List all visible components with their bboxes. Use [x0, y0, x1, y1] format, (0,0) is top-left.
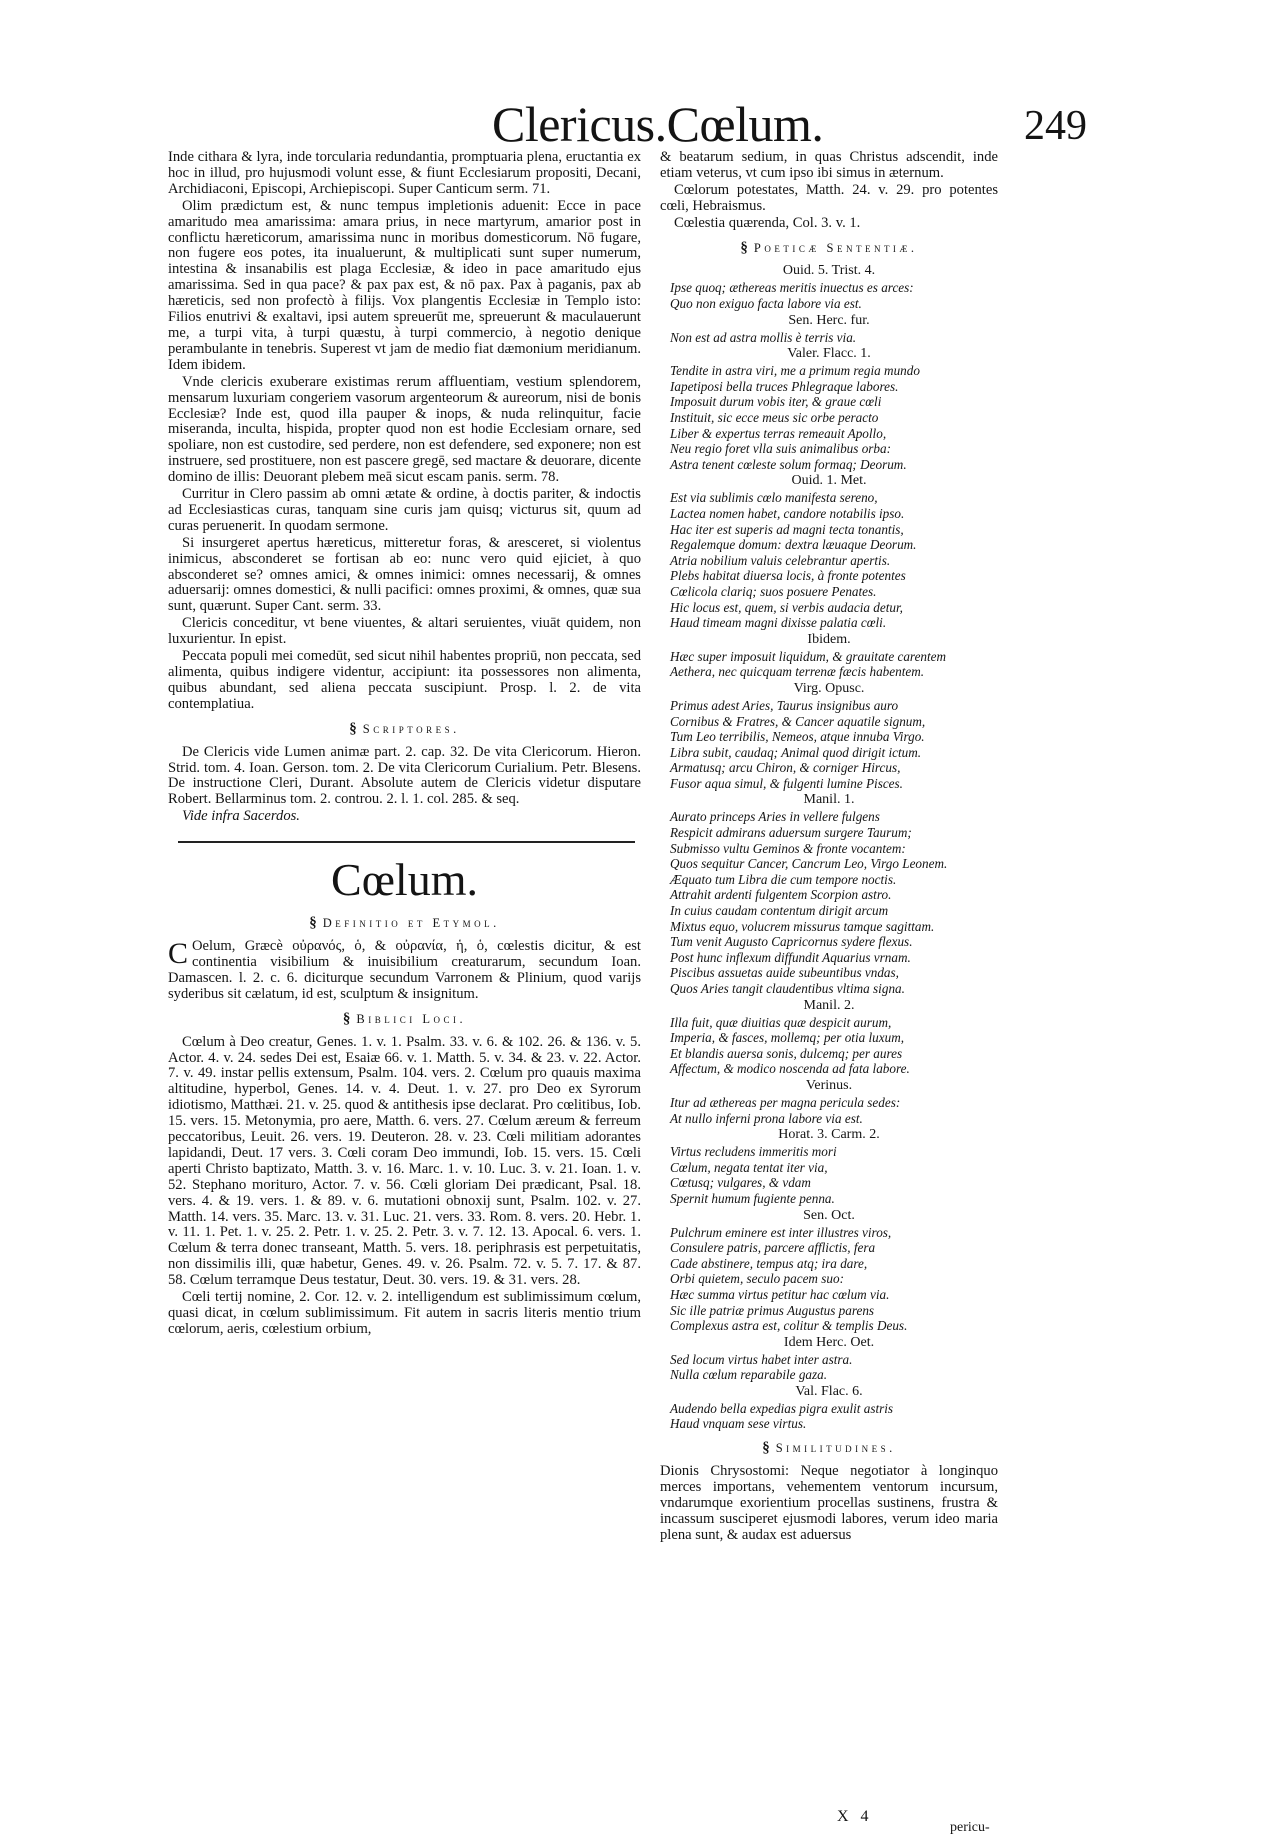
verse-line: Audendo bella expedias pigra exulit astris	[670, 1400, 894, 1416]
verse-source: Idem Herc. Oet.	[783, 1334, 875, 1350]
verse-source: Verinus.	[805, 1077, 853, 1093]
verse-line: Complexus astra est, colitur & templis Deus.	[670, 1318, 908, 1334]
verse-line: Mixtus equo, volucrem missurus tamque sagittam.	[670, 918, 935, 934]
similitudines-paragraph: Dionis Chrysostomi: Neque negotiator à longinquo merces importans, vehementem ventorum incursum, vndarumque exorientium procellas sustinens, frustra & incassum susciperet ejusmodi labores, verum ideo maria plena sunt, & audax est aduersus	[660, 1462, 998, 1543]
verse-line: Æquato tum Libra die cum tempore noctis.	[670, 871, 897, 887]
verse-line: Orbi quietem, seculo pacem suo:	[670, 1271, 844, 1287]
verse-line: Sed locum virtus habet inter astra.	[670, 1351, 853, 1367]
body-paragraph: Cœlestia quærenda, Col. 3. v. 1.	[674, 214, 861, 231]
verse-line: Cornibus & Fratres, & Cancer aquatile signum,	[670, 713, 926, 729]
verse-line: At nullo inferni prona labore via est.	[670, 1110, 863, 1126]
verse-source: Sen. Herc. fur.	[788, 312, 870, 328]
verse-line: Non est ad astra mollis è terris via.	[670, 329, 857, 345]
verse-line: Tendite in astra viri, me a primum regia mundo	[670, 363, 920, 379]
verse-line: Plebs habitat diuersa locis, à fronte potentes	[670, 568, 906, 584]
entry-title: Cœlum.	[331, 854, 478, 906]
verse-source: Ibidem.	[807, 631, 851, 647]
left-column	[168, 150, 641, 1803]
verse-line: Imposuit durum vobis iter, & graue cœli	[670, 394, 882, 410]
verse-line: Piscibus assuetas auide subeuntibus vndas,	[670, 965, 899, 981]
running-title: Clericus.Cœlum.	[492, 96, 824, 152]
verse-line: Cade abstinere, tempus atq; ira dare,	[670, 1255, 868, 1271]
section-heading-definitio: § Definitio et Etymol.	[309, 915, 500, 932]
verse-source: Manil. 2.	[803, 997, 855, 1013]
verse-line: Tum venit Augusto Capricornus sydere flexus.	[670, 934, 913, 950]
body-paragraph: Curritur in Clero passim ab omni ætate & ordine, à doctis pariter, & indoctis ad Ecclesiasticas curas, tanquam sine curis jam quisq; victurus sit, quum ad curas peruenerit. In quodam sermone.	[168, 486, 641, 534]
verse-line: Nulla cœlum reparabile gaza.	[670, 1367, 828, 1383]
body-paragraph: Clericis conceditur, vt bene viuentes, & altari seruientes, viuāt quidem, non luxurientur. In epist.	[168, 615, 641, 648]
cross-reference: Vide infra Sacerdos.	[182, 808, 300, 825]
body-paragraph: Peccata populi mei comedūt, sed sicut nihil habentes propriū, non peccata, sed alimenta, quibus indigere videntur, accipiunt: ita possessores non alimenta, quibus abundant, sed aliena peccata suscipiunt. Prosp. l. 2. de vita contemplatiua.	[168, 648, 641, 712]
section-heading-scriptores: § Scriptores.	[349, 720, 460, 737]
page-number: 249	[1024, 103, 1087, 149]
verse-source: Val. Flac. 6.	[795, 1383, 863, 1399]
poetic-sentences	[660, 263, 998, 1432]
pilcrow-mark: §	[342, 1010, 351, 1027]
biblici-paragraph: Cœli tertij nomine, 2. Cor. 12. v. 2. intelligendum est sublimissimum cœlum, quasi dicat, in cœlum sublimissimum. Fit autem in sacris literis mentio trium cœlorum, aeris, cœlestium orbium,	[168, 1289, 641, 1337]
verse-line: Instituit, sic ecce meus sic orbe peracto	[670, 410, 879, 425]
section-divider	[178, 841, 635, 843]
verse-line: Respicit admirans aduersum surgere Taurum;	[670, 825, 912, 841]
verse-line: Attrahit ardenti fulgentem Scorpion astro.	[670, 887, 892, 903]
verse-line: Aethera, nec quicquam terrenæ fæcis habentem.	[670, 664, 925, 680]
biblici-paragraph: Cœlum à Deo creatur, Genes. 1. v. 1. Psalm. 33. v. 6. & 102. 26. & 136. v. 5. Actor. 4. v. 24. sedes Dei est, Esaiæ 66. v. 1. Matth. 5. v. 34. & 23. v. 22. Actor. 7. v. 49. instar pellis extensum, Psalm. 104. vers. 2. Cœlum pro quauis maxima altitudine, hyperbol, Genes. 14. v. 4. Deut. 1. v. 27. pro Deo ex Syrorum idiotismo, Matthæi. 21. v. 25. quod & antithesis ipse declarat. Pro cœlitibus, Iob. 15. vers. 15. Metonymia, pro aere, Matth. 6. vers. 27. Cœlum æreum & ferreum peccatoribus, Leuit. 26. vers. 19. Deuteron. 28. v. 23. Cœli militiam adorantes lapidandi, Deut. 17 vers. 3. Cœli coram Deo immundi, Iob. 15. vers. 15. Cœli aperti Christo baptizato, Matth. 3. v. 16. Marc. 1. v. 10. Luc. 3. v. 21. Ioan. 1. v. 52. Stephano morituro, Actor. 7. v. 56. Cœli gloriam Dei prædicant, Psal. 18. vers. 4. & 19. vers. 1. & 89. v. 6. mutationi obnoxij sunt, Psalm. 102. v. 27. Matth. 14. vers. 35. Marc. 13. v. 31. Luc. 21. vers. 33. Rom. 8. vers. 20. Hebr. 1. v. 11. 1. Pet. 1. v. 25. 2. Petr. 1. v. 25. 2. Petr. 3. v. 7. 12. 13. Apocal. 6. vers. 1. Cœlum & terra donec transeant, Matth. 5. vers. 18. periphrasis est perpetuitatis, non dissimilis illi, quæ habetur, Genes. 49. v. 26. Psalm. 72. v. 5. 7. 17. & 87. 58. Cœlum terramque Deus testatur, Deut. 30. vers. 19. & 31. vers. 28.	[168, 1033, 641, 1289]
verse-line: Hæc super imposuit liquidum, & grauitate carentem	[670, 648, 947, 664]
verse-line: Spernit humum fugiente penna.	[670, 1190, 835, 1206]
verse-line: Hac iter est superis ad magni tecta tonantis,	[670, 521, 904, 537]
verse-source: Horat. 3. Carm. 2.	[778, 1127, 880, 1143]
verse-line: Fusor aqua simul, & fulgenti lumine Pisces.	[670, 775, 903, 791]
verse-line: Ipse quoq; æthereas meritis inuectus es arces:	[670, 280, 914, 296]
verse-line: Est via sublimis cœlo manifesta sereno,	[670, 490, 878, 506]
body-paragraph: Inde cithara & lyra, inde torcularia redundantia, promptuaria plena, eructantia ex hoc in illud, pro hujusmodi volunt esse, & fiunt Ecclesiarum propositi, Decani, Archidiaconi, Episcopi, Archiepiscopi. Super Canticum serm. 71.	[168, 150, 641, 197]
drop-cap: C	[168, 937, 189, 971]
verse-line: Neu regio foret vlla suis animalibus orba:	[670, 441, 892, 457]
body-paragraph: Cœlorum potestates, Matth. 24. v. 29. pro potentes cœli, Hebraismus.	[660, 181, 998, 214]
verse-line: Submisso vultu Geminos & fronte vocantem:	[670, 840, 906, 856]
verse-line: Primus adest Aries, Taurus insignibus auro	[670, 697, 899, 713]
section-heading-poeticae: § Poeticæ Sententiæ.	[740, 239, 918, 256]
verse-line: Tum Leo terribilis, Nemeos, atque innuba Virgo.	[670, 729, 925, 745]
verse-source: Manil. 1.	[803, 792, 855, 808]
body-paragraph: Si insurgeret apertus hæreticus, mitteretur foras, & aresceret, si violentus inimicus, absconderet se fortisan ab eo: nunc vero quid ejiciet, à quo absconderet se? omnes amici, & omnes inimici: omnes necessarij, & omnes aduersarij: omnes domestici, & nulli pacifici: omnes proximi, & omnes, quæ sua sunt, quærunt. Super Cant. serm. 33.	[168, 534, 641, 615]
catchword: pericu-	[950, 1820, 990, 1835]
verse-line: Astra tenent cœleste solum formaq; Deorum.	[670, 456, 907, 472]
verse-line: Illa fuit, quæ diuitias quæ despicit aurum,	[670, 1014, 892, 1030]
verse-source: Virg. Opusc.	[793, 680, 865, 696]
verse-line: Cœtusq; vulgares, & vdam	[670, 1175, 811, 1191]
signature-mark: X 4	[837, 1808, 873, 1825]
pilcrow-mark: §	[762, 1440, 770, 1457]
body-paragraph: Olim prædictum est, & nunc tempus impletionis aduenit: Ecce in pace amaritudo mea amarissima: amara prius, in nece martyrum, amarior post in conflictu hæreticorum, amarissima nunc in moribus domesticorum. Nō fugare, non fugere eos potes, ita inualuerunt, & multiplicati sunt super numerum, intestina & insanabilis est plaga Ecclesiæ, & ideo in pace amaritudo ejus amarissima. Sed in qua pace? & pax pax est, & nō pax. Pax à paganis, pax ab hæreticis, sed non profectò à filijs. Vox plangentis Ecclesiæ in Templo isto: Filios enutrivi & exaltavi, ipsi autem spreuerūt me, spreuerunt & maculauerunt me, a turpi vita, à turpi quæstu, à turpi commercio, à negotio denique perambulante in tenebris. Superest vt jam de medio fiat dæmonium meridianum. Idem ibidem.	[168, 197, 641, 373]
verse-line: Consulere patris, parcere afflictis, fera	[670, 1240, 876, 1256]
verse-source: Ouid. 5. Trist. 4.	[782, 263, 876, 279]
verse-line: Itur ad æthereas per magna pericula sedes:	[670, 1094, 901, 1110]
verse-line: Liber & expertus terras remeauit Apollo,	[670, 425, 887, 441]
pilcrow-mark: §	[309, 915, 317, 932]
verse-line: Post hunc inflexum diffundit Aquarius vrnam.	[670, 949, 911, 965]
verse-line: Armatusq; arcu Chiron, & corniger Hircus,	[670, 760, 901, 776]
verse-line: Regalemque domum: dextra læuaque Deorum.	[670, 537, 917, 553]
verse-line: Haud vnquam sese virtus.	[670, 1416, 807, 1432]
verse-source: Valer. Flacc. 1.	[787, 346, 871, 362]
scriptores-paragraph: De Clericis vide Lumen animæ part. 2. cap. 32. De vita Clericorum. Hieron. Strid. tom. 4. Ioan. Gerson. tom. 2. De vita Clericorum Curialium. Petr. Blesens. De instructione Cleri, Durant. Absolute autem de Clericis videtur disputare Robert. Bellarminus tom. 2. controu. 2. l. 1. col. 285. & seq.	[168, 743, 641, 808]
verse-source: Sen. Oct.	[803, 1207, 855, 1223]
verse-line: Affectum, & modico noscenda ad fata labore.	[670, 1061, 910, 1077]
section-heading-biblici: § Biblici Loci.	[342, 1010, 467, 1027]
verse-line: Quos Aries tangit claudentibus vltima signa.	[670, 981, 905, 996]
verse-line: Cœlicola clariq; suos posuere Penates.	[670, 583, 877, 599]
verse-line: Imperia, & fasces, mollemq; per otia luxum,	[670, 1030, 905, 1046]
verse-line: Iapetiposi bella truces Phlegraque labores.	[670, 378, 899, 394]
verse-line: Atria nobilium valuis celebrantur apertis.	[670, 552, 891, 568]
body-paragraph: & beatarum sedium, in quas Christus adscendit, inde etiam veterus, vt cum ipso ibi simus in æternum.	[660, 150, 998, 181]
body-paragraph: Vnde clericis exuberare existimas rerum affluentiam, vestium splendorem, mensarum luxuriam congeriem vasorum argenteorum & aureorum, nisi de bonis Ecclesiæ? Inde est, quod illa pauper & inops, & nuda relinquitur, facie miseranda, inculta, hispida, propter quod non est hodie Ecclesiam ornare, sed spoliare, non est custodire, sed perdere, non est defendere, sed exponere; non est instruere, sed prostituere, non est pascere gregē, sed mactare & deuorare, dicente domino de illis: Deuorant plebem meā sicut escam panis. serm. 78.	[168, 373, 641, 486]
verse-line: Haud timeam magni dixisse palatia cœli.	[670, 615, 887, 631]
verse-line: Hæc summa virtus petitur hac cœlum via.	[670, 1286, 890, 1302]
verse-line: In cuius caudam contentum dirigit arcum	[670, 903, 889, 919]
verse-line: Lactea nomen habet, candore notabilis ipso.	[670, 505, 905, 521]
pilcrow-mark: §	[740, 239, 748, 256]
verse-line: Cœlum, negata tentat iter via,	[670, 1159, 828, 1175]
verse-line: Virtus recludens immeritis mori	[670, 1144, 837, 1160]
pilcrow-mark: §	[349, 720, 357, 737]
verse-line: Aurato princeps Aries in vellere fulgens	[670, 809, 880, 825]
verse-line: Sic ille patriæ primus Augustus parens	[670, 1302, 875, 1318]
right-column	[660, 150, 998, 1803]
verse-line: Libra subit, caudaq; Animal quod dirigit ictum.	[670, 744, 922, 760]
section-heading-similitudines: § Similitudines.	[762, 1440, 896, 1457]
verse-line: Quo non exiguo facta labore via est.	[670, 296, 862, 312]
verse-line: Hic locus est, quem, si verbis audacia detur,	[670, 599, 903, 615]
verse-source: Ouid. 1. Met.	[791, 473, 867, 489]
definitio-paragraph: C Oelum, Græcè οὐρανός, ὁ, & οὐρανία, ἡ, ὁ, cœlestis dicitur, & est continentia visibilium & inuisibilium creaturarum, secundum Ioan. Damascen. l. 2. c. 6. diciturque secundum Varronem & Plinium, quod varijs syderibus sit cælatum, id est, sculptum & insignitum.	[168, 937, 641, 1002]
verse-line: Et blandis auersa sonis, dulcemq; per aures	[670, 1045, 903, 1061]
running-head	[0, 92, 1276, 156]
verse-line: Pulchrum eminere est inter illustres viros,	[670, 1224, 892, 1240]
verse-line: Quos sequitur Cancer, Cancrum Leo, Virgo Leonem.	[670, 856, 948, 872]
